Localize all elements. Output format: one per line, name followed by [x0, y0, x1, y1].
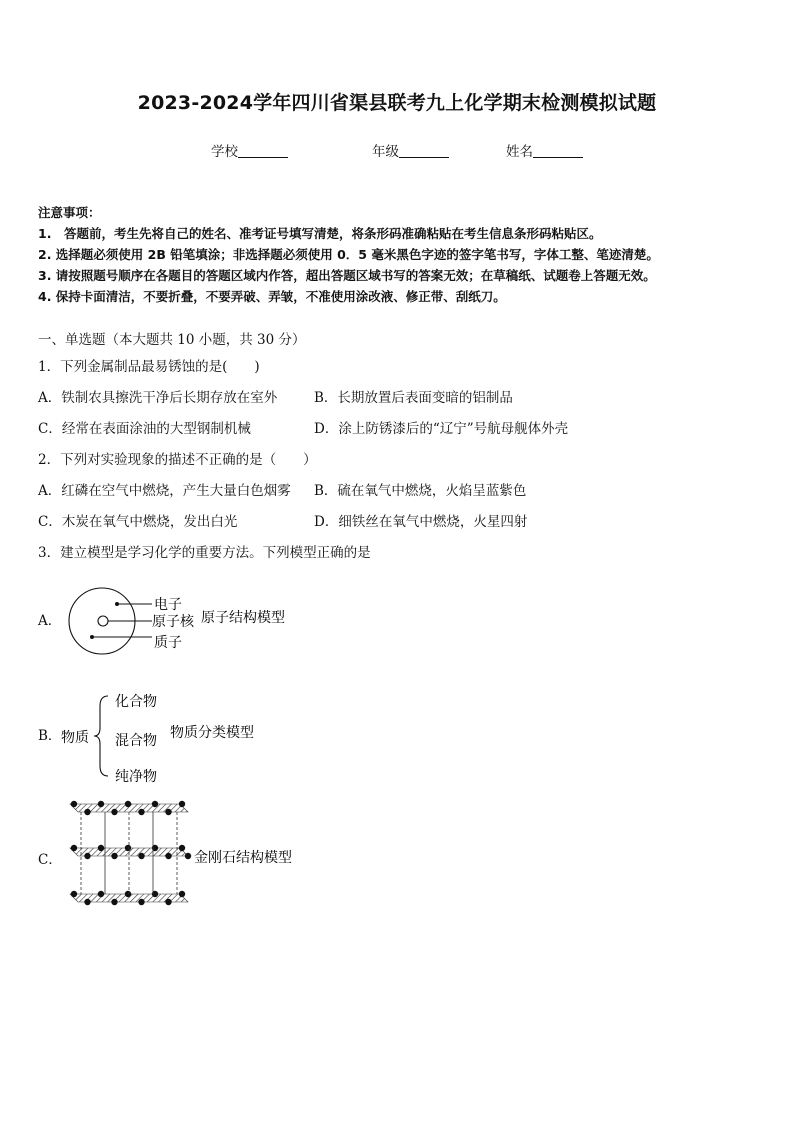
- q3-option-a-letter: A．: [38, 613, 62, 629]
- brace-shape: [94, 696, 108, 776]
- carbon-atom: [152, 801, 158, 807]
- carbon-atom: [125, 891, 131, 897]
- atom-model-caption: 原子结构模型: [201, 610, 285, 626]
- q1-option-b: B．长期放置后表面变暗的铝制品: [314, 390, 513, 406]
- note-item-3: 3. 请按照题号顺序在各题目的答题区域内作答，超出答题区域书写的答案无效；在草稿纸、试题卷上答题无效。: [38, 268, 656, 283]
- carbon-atom: [165, 809, 171, 815]
- carbon-atom: [71, 845, 77, 851]
- carbon-atom: [84, 853, 90, 859]
- carbon-atom: [125, 845, 131, 851]
- carbon-atom: [84, 899, 90, 905]
- q2-stem: 2．下列对实验现象的描述不正确的是（ ）: [38, 452, 317, 468]
- diamond-caption: 金刚石结构模型: [194, 850, 292, 866]
- carbon-atom: [179, 801, 185, 807]
- q2-option-b: B．硫在氧气中燃烧，火焰呈蓝紫色: [314, 483, 527, 499]
- carbon-atom: [165, 853, 171, 859]
- school-blank: [238, 143, 288, 158]
- carbon-atom: [179, 891, 185, 897]
- carbon-atom: [98, 801, 104, 807]
- grade-label: 年级: [372, 144, 399, 160]
- carbon-atom: [71, 801, 77, 807]
- proton-label: 质子: [154, 635, 182, 651]
- grade-field: [372, 140, 449, 160]
- note-item-4: 4. 保持卡面清洁，不要折叠，不要弄破、弄皱，不准使用涂改液、修正带、刮纸刀。: [38, 289, 506, 304]
- q3-option-b-letter: B．: [38, 728, 62, 744]
- nucleus-circle: [98, 616, 108, 626]
- school-label: 学校: [211, 144, 238, 160]
- q3-option-c-letter: C．: [38, 852, 62, 868]
- q3-stem: 3．建立模型是学习化学的重要方法。下列模型正确的是: [38, 545, 371, 561]
- carbon-atom: [111, 809, 117, 815]
- q1-option-c: C．经常在表面涂油的大型钢制机械: [38, 421, 251, 437]
- carbon-atom: [98, 891, 104, 897]
- carbon-atom: [179, 845, 185, 851]
- classification-diagram: [58, 688, 278, 788]
- school-field: [211, 140, 288, 160]
- nucleus-label: 原子核: [152, 614, 194, 630]
- name-label: 姓名: [506, 144, 533, 160]
- note-item-1: 1. 答题前，考生先将自己的姓名、准考证号填写清楚，将条形码准确粘贴在考生信息条形码粘贴区。: [38, 226, 602, 241]
- carbon-atom: [138, 853, 144, 859]
- carbon-atom: [71, 891, 77, 897]
- q2-option-c: C．木炭在氧气中燃烧，发出白光: [38, 514, 238, 530]
- carbon-atom: [185, 853, 191, 859]
- q1-option-d: D．涂上防锈漆后的“辽宁”号航母舰体外壳: [314, 421, 569, 437]
- pure-substance-label: 纯净物: [115, 769, 157, 785]
- carbon-atom: [111, 899, 117, 905]
- carbon-atom: [138, 809, 144, 815]
- page-title: 2023-2024学年四川省渠县联考九上化学期末检测模拟试题: [137, 92, 657, 114]
- classification-caption: 物质分类模型: [170, 725, 254, 741]
- compound-label: 化合物: [115, 694, 157, 710]
- q1-option-a: A．铁制农具擦洗干净后长期存放在室外: [38, 390, 278, 406]
- substance-label: 物质: [61, 730, 89, 746]
- note-item-2: 2. 选择题必须使用 2B 铅笔填涂；非选择题必须使用 0．5 毫米黑色字迹的签字笔书写，字体工整、笔迹清楚。: [38, 247, 659, 262]
- diamond-structure-diagram: [64, 798, 304, 916]
- carbon-atom: [111, 853, 117, 859]
- name-field: [506, 140, 583, 160]
- atom-model-diagram: [60, 585, 320, 661]
- section-heading: 一、单选题（本大题共 10 小题，共 30 分）: [38, 332, 306, 348]
- notes-heading: 注意事项：: [38, 205, 101, 220]
- grade-blank: [399, 143, 449, 158]
- carbon-atom: [165, 899, 171, 905]
- q1-stem: 1．下列金属制品最易锈蚀的是( ): [38, 359, 260, 375]
- electron-label: 电子: [154, 597, 182, 613]
- carbon-atom: [138, 899, 144, 905]
- q2-option-a: A．红磷在空气中燃烧，产生大量白色烟雾: [38, 483, 291, 499]
- carbon-layers: [70, 801, 191, 905]
- q2-option-d: D．细铁丝在氧气中燃烧，火星四射: [314, 514, 528, 530]
- carbon-atom: [125, 801, 131, 807]
- carbon-atom: [84, 809, 90, 815]
- carbon-atom: [98, 845, 104, 851]
- mixture-label: 混合物: [115, 733, 157, 749]
- name-blank: [533, 143, 583, 158]
